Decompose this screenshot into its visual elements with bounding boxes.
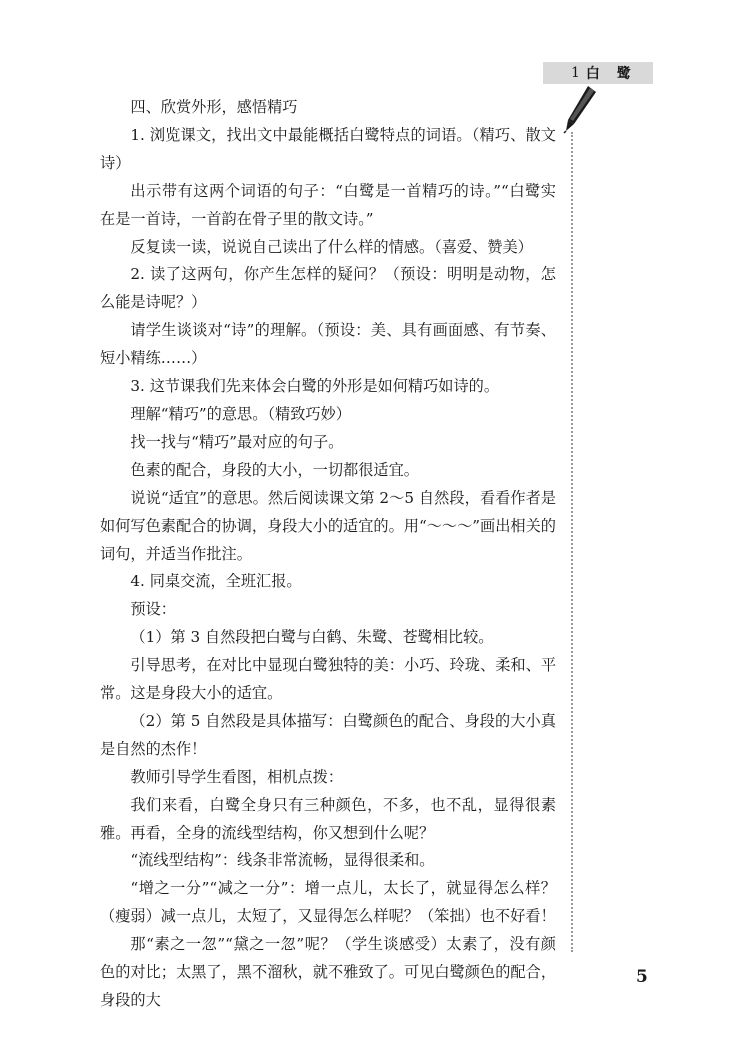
paragraph: 请学生谈谈对“诗”的理解。（预设：美、具有画面感、有节奏、短小精练……）	[100, 321, 556, 368]
margin-dotted-line	[571, 132, 573, 952]
pen-icon	[560, 84, 600, 134]
paragraph: （2）第 5 自然段是具体描写：白鹭颜色的配合、身段的大小真是自然的杰作！	[100, 711, 556, 758]
paragraph: 出示带有这两个词语的句子：“白鹭是一首精巧的诗。”“白鹭实在是一首诗，一首韵在骨子里的散文诗。”	[100, 181, 556, 228]
paragraph: 理解“精巧”的意思。（精致巧妙）	[130, 404, 351, 423]
paragraph: “增之一分”“减之一分”：增一点儿，太长了，就显得怎么样？（瘦弱）减一点儿，太短了，又显得怎么样呢？（笨拙）也不好看！	[100, 879, 556, 926]
paragraph: 反复读一读，说说自己读出了什么样的情感。（喜爱、赞美）	[130, 237, 533, 256]
chapter-title: 白 鹭	[585, 66, 637, 82]
paragraph: 说说“适宜”的意思。然后阅读课文第 2～5 自然段，看看作者是如何写色素配合的协调，身段大小的适宜的。用“～～～”画出相关的词句，并适当作批注。	[100, 488, 556, 563]
chapter-header-tab	[543, 62, 653, 84]
paragraph: 找一找与“精巧”最对应的句子。	[130, 432, 344, 451]
paragraph: 预设：	[130, 600, 176, 619]
paragraph: 4. 同桌交流，全班汇报。	[130, 572, 302, 591]
paragraph: 我们来看，白鹭全身只有三种颜色，不多，也不乱，显得很素雅。再看，全身的流线型结构，你又想到什么呢？	[100, 795, 556, 842]
paragraph: 那“素之一忽”“黛之一忽”呢？（学生谈感受）太素了，没有颜色的对比；太黑了，黑不溜秋，就不雅致了。可见白鹭颜色的配合，身段的大	[100, 935, 556, 1009]
paragraph: 1. 浏览课文，找出文中最能概括白鹭特点的词语。（精巧、散文诗）	[100, 125, 556, 172]
page-number: 5	[636, 967, 648, 987]
chapter-number: 1	[571, 65, 580, 81]
paragraph: 3. 这节课我们先来体会白鹭的外形是如何精巧如诗的。	[130, 377, 500, 396]
paragraph: 色素的配合，身段的大小，一切都很适宜。	[130, 460, 419, 479]
paragraph: （1）第 3 自然段把白鹭与白鹤、朱鹭、苍鹭相比较。	[130, 628, 494, 647]
paragraph: “流线型结构”：线条非常流畅，显得很柔和。	[130, 851, 435, 870]
lesson-text	[100, 94, 556, 1015]
paragraph: 2. 读了这两句，你产生怎样的疑问？（预设：明明是动物，怎么能是诗呢？）	[100, 265, 556, 312]
section-heading: 四、欣赏外形，感悟精巧	[130, 98, 298, 116]
paragraph: 引导思考，在对比中显现白鹭独特的美：小巧、玲珑、柔和、平常。这是身段大小的适宜。	[100, 656, 556, 703]
paragraph: 教师引导学生看图，相机点拨：	[130, 767, 344, 786]
